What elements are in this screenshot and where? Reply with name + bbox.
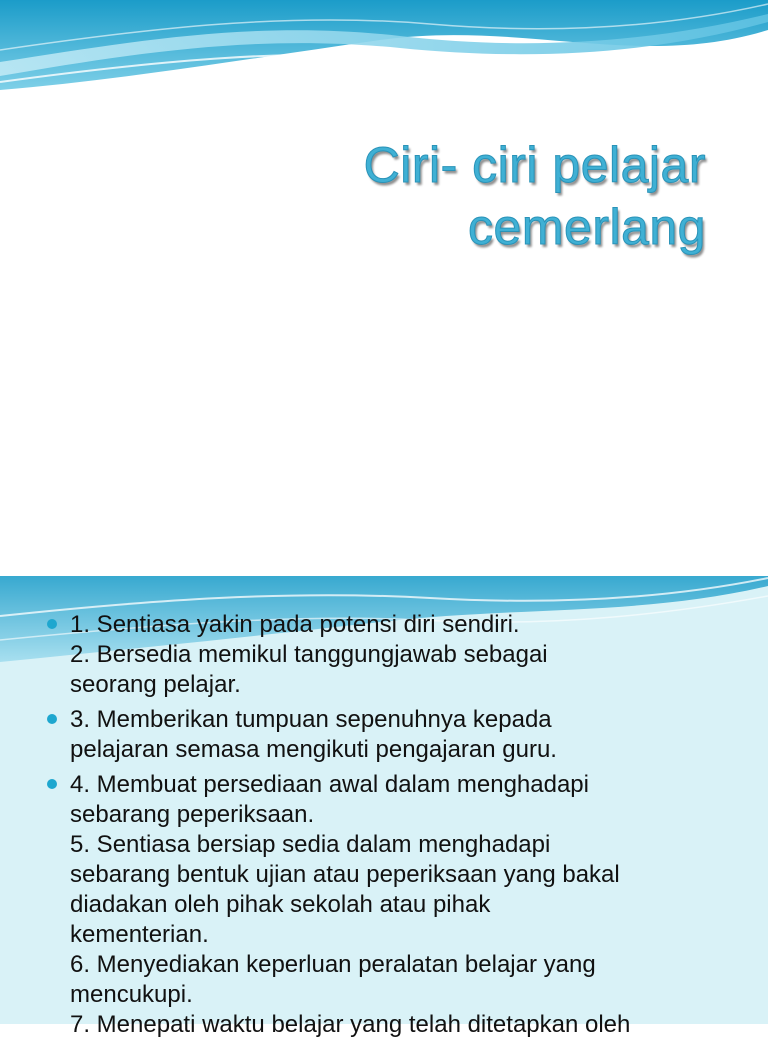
bullet-line: diadakan oleh pihak sekolah atau pihak <box>70 891 491 918</box>
slide-title <box>146 134 706 258</box>
bullet-line: 2. Bersedia memikul tanggungjawab sebagai <box>70 641 548 668</box>
bullet-line: seorang pelajar. <box>70 671 241 698</box>
bullet-line: kementerian. <box>70 921 209 948</box>
bullet-dot-icon <box>47 779 57 789</box>
bullet-line: mencukupi. <box>70 981 193 1008</box>
bullet-line: pelajaran semasa mengikuti pengajaran guru. <box>70 736 557 763</box>
bullet-line: 4. Membuat persediaan awal dalam menghadapi <box>70 771 589 798</box>
bullet-line: 7. Menepati waktu belajar yang telah ditetapkan oleh <box>70 1011 631 1038</box>
header-wave-decoration <box>0 0 768 100</box>
bullet-line: 3. Memberikan tumpuan sepenuhnya kepada <box>70 706 552 733</box>
bullet-dot-icon <box>47 619 57 629</box>
bullet-item-3 <box>46 770 746 1040</box>
bullet-line: sebarang peperiksaan. <box>70 801 315 828</box>
bullet-item-2 <box>46 705 746 765</box>
bullet-line: 6. Menyediakan keperluan peralatan belajar yang <box>70 951 596 978</box>
bullet-list <box>46 610 746 1045</box>
bullet-dot-icon <box>47 714 57 724</box>
bullet-line: 5. Sentiasa bersiap sedia dalam menghadapi <box>70 831 551 858</box>
bullet-item-1 <box>46 610 746 700</box>
title-line-2: cemerlang <box>468 199 706 255</box>
title-line-1: Ciri- ciri pelajar <box>363 137 706 193</box>
bullet-line: 1. Sentiasa yakin pada potensi diri sendiri. <box>70 611 520 638</box>
content-slide <box>0 576 768 1038</box>
bullet-line: sebarang bentuk ujian atau peperiksaan yang bakal <box>70 861 620 888</box>
